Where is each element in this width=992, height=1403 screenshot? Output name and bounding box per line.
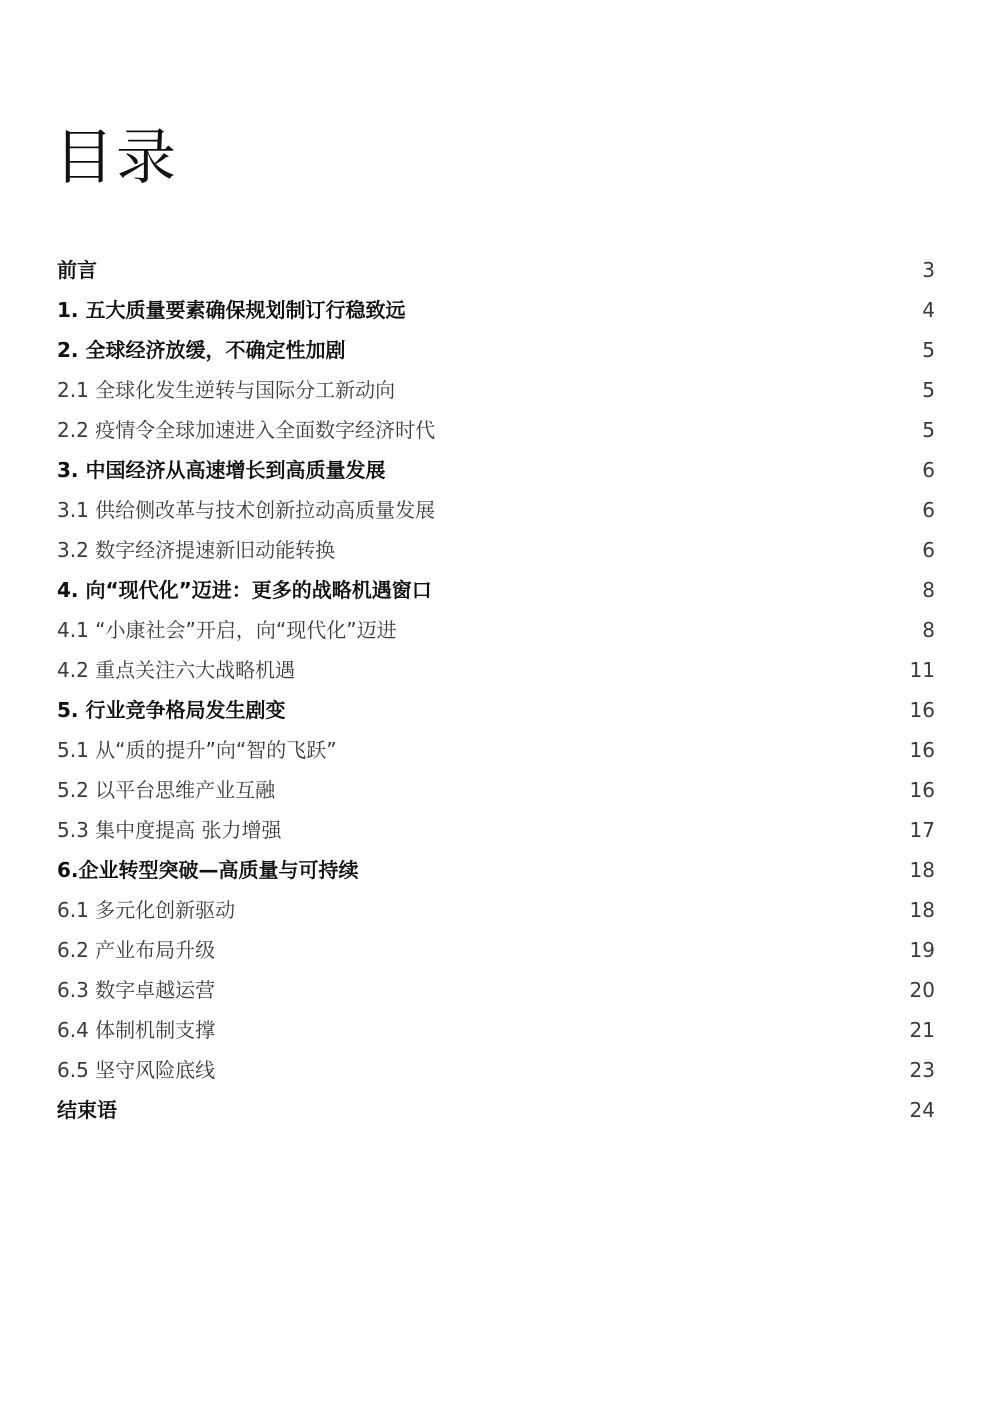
toc-entry-label: 6.1 多元化创新驱动	[57, 898, 236, 922]
toc-entry-page-number: 16	[909, 778, 935, 802]
toc-entry-label: 结束语	[57, 1098, 117, 1122]
toc-entry[interactable]	[57, 610, 935, 650]
toc-entry[interactable]	[57, 370, 935, 410]
toc-entry[interactable]	[57, 930, 935, 970]
toc-entry[interactable]	[57, 410, 935, 450]
toc-entry-page-number: 8	[922, 578, 935, 602]
toc-entry-page-number: 19	[909, 938, 935, 962]
toc-entry[interactable]	[57, 450, 935, 490]
toc-entry-page-number: 21	[909, 1018, 935, 1042]
toc-entry-label: 6.2 产业布局升级	[57, 938, 216, 962]
toc-entry-label: 5.1 从“质的提升”向“智的飞跃”	[57, 738, 337, 762]
toc-entry[interactable]	[57, 650, 935, 690]
toc-entry[interactable]	[57, 890, 935, 930]
toc-entry-page-number: 5	[922, 418, 935, 442]
toc-entry[interactable]	[57, 290, 935, 330]
toc-entry[interactable]	[57, 1090, 935, 1130]
toc-entry-page-number: 16	[909, 738, 935, 762]
toc-entry-label: 前言	[57, 258, 97, 282]
toc-entry[interactable]	[57, 570, 935, 610]
toc-entry[interactable]	[57, 490, 935, 530]
toc-entry[interactable]	[57, 330, 935, 370]
toc-entry-label: 6.3 数字卓越运营	[57, 978, 216, 1002]
toc-entry-page-number: 24	[909, 1098, 935, 1122]
table-of-contents	[57, 250, 935, 1130]
page-title: 目录	[54, 123, 178, 193]
toc-entry-label: 2.1 全球化发生逆转与国际分工新动向	[57, 378, 396, 402]
toc-entry-label: 6.企业转型突破—高质量与可持续	[57, 858, 359, 882]
toc-entry-page-number: 6	[922, 498, 935, 522]
toc-entry-page-number: 18	[909, 858, 935, 882]
toc-entry-label: 4.1 “小康社会”开启，向“现代化”迈进	[57, 618, 397, 642]
toc-entry-label: 5. 行业竞争格局发生剧变	[57, 698, 286, 722]
toc-entry-label: 4. 向“现代化”迈进：更多的战略机遇窗口	[57, 578, 432, 602]
toc-entry[interactable]	[57, 1010, 935, 1050]
toc-entry[interactable]	[57, 1050, 935, 1090]
toc-entry-label: 5.3 集中度提高 张力增强	[57, 818, 282, 842]
toc-entry-label: 1. 五大质量要素确保规划制订行稳致远	[57, 298, 406, 322]
toc-entry-label: 3.1 供给侧改革与技术创新拉动高质量发展	[57, 498, 436, 522]
toc-entry[interactable]	[57, 730, 935, 770]
toc-entry-page-number: 20	[909, 978, 935, 1002]
toc-entry-label: 3. 中国经济从高速增长到高质量发展	[57, 458, 386, 482]
toc-entry-label: 2. 全球经济放缓，不确定性加剧	[57, 338, 346, 362]
toc-entry-page-number: 17	[909, 818, 935, 842]
toc-entry-label: 4.2 重点关注六大战略机遇	[57, 658, 296, 682]
toc-entry[interactable]	[57, 250, 935, 290]
toc-entry-label: 3.2 数字经济提速新旧动能转换	[57, 538, 336, 562]
toc-entry-page-number: 6	[922, 538, 935, 562]
toc-entry[interactable]	[57, 690, 935, 730]
toc-entry[interactable]	[57, 810, 935, 850]
toc-entry-label: 5.2 以平台思维产业互融	[57, 778, 276, 802]
toc-entry[interactable]	[57, 530, 935, 570]
toc-entry-page-number: 18	[909, 898, 935, 922]
toc-entry-page-number: 6	[922, 458, 935, 482]
toc-entry-page-number: 5	[922, 378, 935, 402]
toc-entry[interactable]	[57, 850, 935, 890]
toc-entry[interactable]	[57, 970, 935, 1010]
toc-entry-page-number: 5	[922, 338, 935, 362]
toc-entry-page-number: 8	[922, 618, 935, 642]
toc-entry[interactable]	[57, 770, 935, 810]
toc-entry-page-number: 11	[909, 658, 935, 682]
toc-entry-label: 6.5 坚守风险底线	[57, 1058, 216, 1082]
toc-entry-page-number: 4	[922, 298, 935, 322]
toc-entry-page-number: 16	[909, 698, 935, 722]
toc-entry-page-number: 23	[909, 1058, 935, 1082]
toc-entry-label: 6.4 体制机制支撑	[57, 1018, 216, 1042]
toc-entry-page-number: 3	[922, 258, 935, 282]
toc-entry-label: 2.2 疫情令全球加速进入全面数字经济时代	[57, 418, 436, 442]
